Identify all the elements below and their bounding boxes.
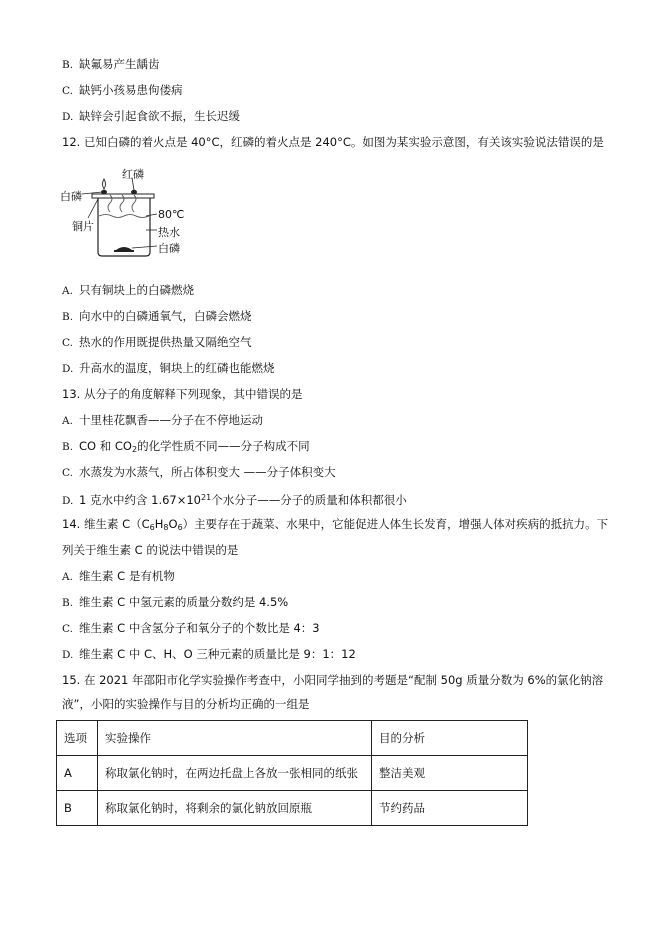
q11-option-b: B. 缺氟易产生龋齿 — [62, 57, 160, 71]
label-temperature: 80℃ — [158, 208, 185, 221]
q13-option-a: A. 十里桂花飘香——分子在不停地运动 — [62, 413, 263, 427]
q14-option-d: D. 维生素 C 中 C、H、O 三种元素的质量比是 9：1：12 — [62, 647, 356, 661]
q13-option-d: D. 1 克水中约含 $1.67\times 10^{21}$个水分子——分子的质量和体积都很小 — [62, 493, 407, 507]
q15-stem-line2: 液”，小阳的实验操作与目的分析均正确的一组是 — [62, 697, 310, 711]
table-header-row — [57, 721, 528, 756]
q15-stem-line1: 15. 在 2021 年邵阳市化学实验操作考查中，小阳同学抽到的考题是“配制 50g 质量分数为 6%的氯化钠溶 — [62, 673, 604, 687]
q13-stem: 13. 从分子的角度解释下列现象，其中错误的是 — [62, 387, 303, 401]
table-row — [57, 756, 528, 791]
q14-option-b: B. 维生素 C 中氢元素的质量分数约是 4.5% — [62, 595, 289, 609]
q15-table — [56, 720, 528, 826]
label-hot-water: 热水 — [158, 226, 180, 239]
experiment-figure — [62, 168, 202, 260]
q11-option-d: D. 缺锌会引起食欲不振，生长迟缓 — [62, 109, 240, 123]
q12-option-a: A. 只有铜块上的白磷燃烧 — [62, 283, 194, 297]
q14-option-a: A. 维生素 C 是有机物 — [62, 569, 175, 583]
label-white-phosphorus-bottom: 白磷 — [158, 242, 180, 255]
table-cell: 称取氯化钠时，将剩余的氯化钠放回原瓶 — [98, 791, 372, 826]
label-white-phosphorus-top: 白磷 — [60, 190, 82, 203]
table-cell: B — [57, 791, 98, 826]
q13-option-b: B. CO 和 $CO_2$的化学性质不同——分子构成不同 — [62, 439, 310, 454]
table-cell: A — [57, 756, 98, 791]
table-cell: 称取氯化钠时，在两边托盘上各放一张相同的纸张 — [98, 756, 372, 791]
label-copper-plate: 铜片 — [72, 220, 94, 233]
q12-option-b: B. 向水中的白磷通氧气，白磷会燃烧 — [62, 309, 252, 323]
q14-stem-line1: 14. 维生素 $C(C_6H_8O_6)$主要存在于蔬菜、水果中，它能促进人体生长发育，增强人体对疾病的抵抗力。下 — [62, 517, 609, 532]
q14-option-c: C. 维生素 C 中含氢分子和氧分子的个数比是 4：3 — [62, 621, 320, 635]
q14-stem-line2: 列关于维生素 C 的说法中错误的是 — [62, 543, 239, 557]
q12-stem: 12. 已知白磷的着火点是 40°C，红磷的着火点是 240°C。如图为某实验示意图，有关该实验说法错误的是 — [62, 135, 604, 149]
table-cell: 节约药品 — [372, 791, 528, 826]
table-row — [57, 791, 528, 826]
table-cell: 整洁美观 — [372, 756, 528, 791]
label-red-phosphorus: 红磷 — [122, 168, 144, 181]
q13-option-c: C. 水蒸发为水蒸气，所占体积变大 ——分子体积变大 — [62, 465, 336, 479]
q11-option-c: C. 缺钙小孩易患佝偻病 — [62, 83, 183, 97]
q12-option-d: D. 升高水的温度，铜块上的红磷也能燃烧 — [62, 361, 275, 375]
table-header-cell: 选项 — [57, 721, 98, 756]
table-header-cell: 实验操作 — [98, 721, 372, 756]
q12-option-c: C. 热水的作用既提供热量又隔绝空气 — [62, 335, 252, 349]
table-header-cell: 目的分析 — [372, 721, 528, 756]
